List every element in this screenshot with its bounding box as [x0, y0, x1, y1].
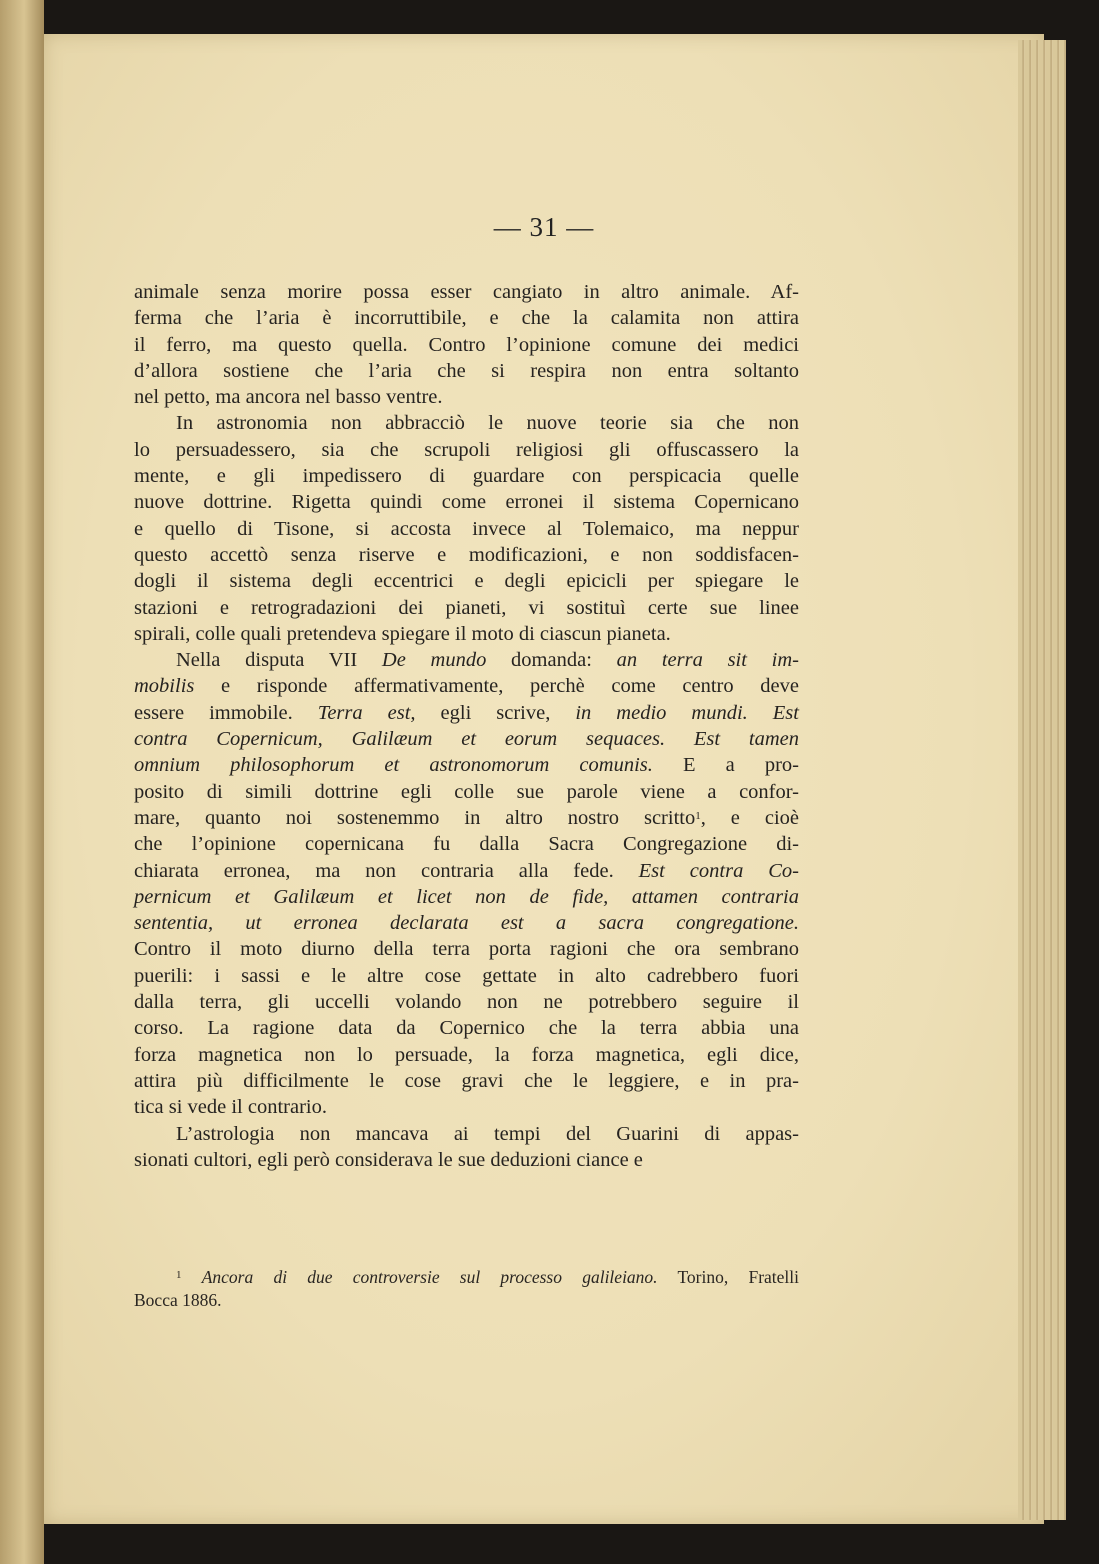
- italic-text: Est contra Co-: [638, 859, 800, 882]
- text-line: [134, 332, 799, 358]
- text-line: [134, 595, 799, 621]
- italic-text: contra Copernicum, Galilæum et eorum sequaces. Est tamen: [134, 728, 799, 751]
- text-line: [134, 726, 799, 752]
- text-line: [134, 463, 799, 489]
- italic-text: sententia, ut erronea declarata est a sacra congregatione.: [134, 912, 799, 935]
- text-segment: e quello di Tisone, si accosta invece al Tolemaico, ma neppur: [134, 517, 799, 540]
- text-line: [134, 1042, 799, 1068]
- text-line: [134, 437, 799, 463]
- text-segment: forza magnetica non lo persuade, la forza magnetica, egli dice,: [134, 1043, 799, 1066]
- text-line: [134, 779, 799, 805]
- body-text: [134, 279, 799, 1173]
- text-line: [134, 647, 799, 673]
- text-segment: nuove dottrine. Rigetta quindi come erronei il sistema Copernicano: [134, 491, 799, 514]
- italic-text: Terra est,: [317, 701, 416, 724]
- text-line: [134, 1094, 799, 1120]
- page-stack-edges: [1018, 40, 1066, 1520]
- text-line: [134, 410, 799, 436]
- text-line: [134, 752, 799, 778]
- text-line: [134, 621, 799, 647]
- text-segment: d’allora sostiene che l’aria che si respira non entra soltanto: [134, 359, 799, 382]
- text-segment: animale senza morire possa esser cangiato in altro animale. Af-: [134, 281, 799, 303]
- text-segment: posito di simili dottrine egli colle sue parole viene a confor-: [134, 780, 799, 803]
- footnote-marker: 1: [695, 809, 701, 822]
- text-segment: ferma che l’aria è incorruttibile, e che la calamita non attira: [134, 307, 799, 330]
- text-segment: dalla terra, gli uccelli volando non ne potrebbero seguire il: [134, 991, 799, 1014]
- footnote: [134, 1266, 799, 1312]
- text-segment: essere immobile.: [134, 701, 318, 724]
- text-line: [134, 884, 799, 910]
- text-segment: lo persuadessero, sia che scrupoli religiosi gli offuscassero la: [134, 438, 799, 461]
- footnote-line: [134, 1289, 799, 1312]
- page-number: — 31 —: [493, 212, 595, 242]
- left-page-edge: [0, 0, 44, 1564]
- text-line: [134, 542, 799, 568]
- text-line: [134, 1121, 799, 1147]
- text-segment: Torino, Fratelli: [657, 1267, 799, 1287]
- text-segment: sionati cultori, egli però considerava le sue deduzioni ciance e: [134, 1148, 643, 1171]
- book-page: [44, 34, 1044, 1524]
- text-line: [134, 305, 799, 331]
- footnote-marker: 1: [176, 1269, 182, 1281]
- text-line: [134, 1068, 799, 1094]
- text-segment: nel petto, ma ancora nel basso ventre.: [134, 386, 443, 409]
- text-line: [134, 1015, 799, 1041]
- text-line: [134, 989, 799, 1015]
- text-segment: stazioni e retrogradazioni dei pianeti, vi sostituì certe sue linee: [134, 596, 799, 619]
- text-line: [134, 358, 799, 384]
- text-segment: dogli il sistema degli eccentrici e degli epicicli per spiegare le: [134, 570, 799, 593]
- text-segment: il ferro, ma questo quella. Contro l’opinione comune dei medici: [134, 333, 799, 356]
- text-line: [134, 516, 799, 542]
- text-segment: Nella disputa VII: [176, 649, 382, 672]
- text-segment: puerili: i sassi e le altre cose gettate in alto cadrebbero fuori: [134, 964, 799, 987]
- text-segment: mente, e gli impedissero di guardare con perspicacia quelle: [134, 465, 799, 488]
- text-segment: spirali, colle quali pretendeva spiegare il moto di ciascun pianeta.: [134, 622, 671, 645]
- text-line: [134, 489, 799, 515]
- text-segment: [182, 1267, 202, 1287]
- text-line: [134, 963, 799, 989]
- italic-text: omnium philosophorum et astronomorum comunis.: [134, 754, 653, 777]
- text-line: [134, 673, 799, 699]
- text-segment: egli scrive,: [415, 701, 576, 724]
- text-line: [134, 858, 799, 884]
- italic-text: pernicum et Galilæum et licet non de fide, attamen contraria: [134, 885, 799, 908]
- footnote-line: [134, 1266, 799, 1289]
- italic-text: mobilis: [134, 675, 195, 698]
- text-segment: e risponde affermativamente, perchè come centro deve: [194, 675, 799, 698]
- text-line: [134, 831, 799, 857]
- text-segment: tica si vede il contrario.: [134, 1096, 327, 1119]
- text-segment: che l’opinione copernicana fu dalla Sacra Congregazione di-: [134, 833, 799, 856]
- text-segment: L’astrologia non mancava ai tempi del Guarini di appas-: [176, 1122, 799, 1145]
- text-line: [134, 936, 799, 962]
- text-segment: corso. La ragione data da Copernico che la terra abbia una: [134, 1017, 799, 1040]
- text-segment: attira più difficilmente le cose gravi che le leggiere, e in pra-: [134, 1069, 799, 1092]
- text-segment: Bocca 1886.: [134, 1290, 222, 1310]
- text-segment: , e cioè: [700, 806, 800, 829]
- text-segment: Contro il moto diurno della terra porta ragioni che ora sembrano: [134, 938, 799, 961]
- italic-text: De mundo: [381, 649, 487, 672]
- text-segment: mare, quanto noi sostenemmo in altro nostro scritto: [134, 806, 696, 829]
- text-line: [134, 279, 799, 305]
- italic-text: Ancora di due controversie sul processo galileiano.: [201, 1267, 658, 1287]
- text-segment: E a pro-: [652, 754, 799, 777]
- text-line: [134, 910, 799, 936]
- italic-text: in medio mundi. Est: [575, 701, 799, 724]
- text-line: [134, 1147, 799, 1173]
- text-segment: In astronomia non abbracciò le nuove teorie sia che non: [176, 412, 799, 435]
- text-segment: chiarata erronea, ma non contraria alla fede.: [134, 859, 639, 882]
- text-line: [134, 568, 799, 594]
- text-segment: questo accettò senza riserve e modificazioni, e non soddisfacen-: [134, 543, 799, 566]
- italic-text: an terra sit im-: [616, 649, 799, 672]
- text-line: [134, 700, 799, 726]
- text-line: [134, 384, 799, 410]
- text-line: [134, 805, 799, 831]
- text-segment: domanda:: [486, 649, 617, 672]
